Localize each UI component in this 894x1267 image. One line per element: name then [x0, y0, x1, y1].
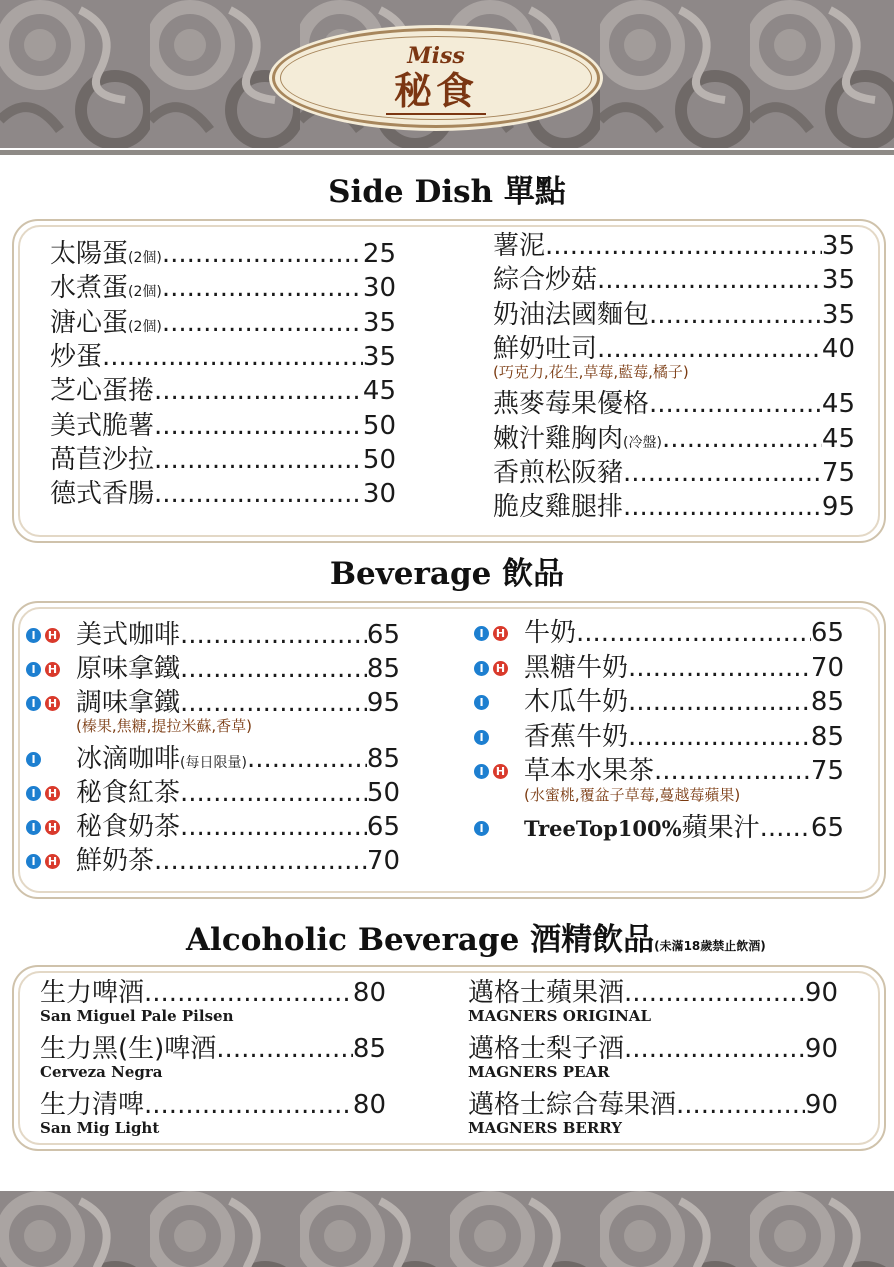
menu-item-name: 原味拿鐵 [76, 654, 181, 684]
menu-item-price: 35 [821, 299, 855, 330]
menu-item-qualifier: (冷盤) [623, 434, 662, 451]
menu-item-english-name: San Mig Light [40, 1119, 160, 1137]
menu-item-price: 35 [362, 341, 396, 372]
dot-leader [162, 272, 363, 304]
iced-indicator-icon: I [26, 696, 41, 711]
menu-item-price: 40 [821, 333, 855, 364]
menu-item-name: 燕麥莓果優格 [493, 389, 650, 420]
dot-leader [628, 686, 811, 718]
alcohol-age-note: (未滿18歲禁止飲酒) [654, 939, 766, 953]
menu-item-name: 秘食奶茶 [76, 812, 181, 842]
dot-leader [597, 333, 822, 365]
menu-item [76, 777, 400, 809]
menu-item [50, 444, 396, 476]
iced-indicator-icon: I [474, 821, 489, 836]
menu-item-price: 65 [810, 812, 844, 843]
menu-item-name-en: TreeTop100% [524, 815, 682, 841]
menu-item-english-name: MAGNERS BERRY [468, 1119, 623, 1137]
dot-leader [154, 478, 363, 510]
menu-item-name: 炒蛋 [50, 341, 103, 372]
dot-leader [654, 755, 811, 787]
menu-item-name: 水煮蛋 [50, 273, 129, 304]
menu-item [493, 388, 855, 420]
menu-item [50, 375, 396, 407]
iced-indicator-icon: I [474, 626, 489, 641]
menu-item-price: 35 [821, 231, 855, 261]
dot-leader [628, 652, 811, 684]
menu-item-english-name: MAGNERS PEAR [468, 1063, 610, 1081]
menu-item [524, 617, 844, 649]
hot-indicator-icon: H [45, 628, 60, 643]
menu-item-price: 30 [362, 273, 396, 304]
iced-indicator-icon: I [474, 695, 489, 710]
menu-item-price: 30 [362, 479, 396, 510]
iced-indicator-icon: I [474, 730, 489, 745]
menu-item-qualifier: (2個) [128, 284, 162, 301]
menu-item-name: 草本水果茶 [524, 756, 655, 786]
menu-item-price: 95 [366, 688, 400, 718]
menu-item-english-name: San Miguel Pale Pilsen [40, 1007, 234, 1025]
menu-item-price: 45 [362, 376, 396, 407]
menu-item-qualifier: (2個) [128, 318, 162, 335]
menu-item [50, 307, 396, 343]
menu-item [524, 812, 844, 845]
menu-item-price: 90 [804, 978, 838, 1008]
menu-item-name: 德式香腸 [50, 479, 155, 510]
menu-item-name: 溏心蛋 [50, 307, 129, 338]
menu-item-name: 太陽蛋 [50, 239, 129, 269]
menu-item [524, 721, 844, 753]
menu-item-price: 85 [366, 744, 400, 774]
menu-item-price: 35 [362, 307, 396, 338]
menu-item-price: 65 [366, 812, 400, 842]
iced-indicator-icon: I [26, 786, 41, 801]
menu-item [50, 478, 396, 510]
menu-item-note: (巧克力,花生,草莓,藍莓,橘子) [493, 363, 689, 382]
menu-item-name: 鮮奶吐司 [493, 333, 598, 364]
menu-item-price: 65 [810, 618, 844, 648]
menu-item [493, 333, 855, 365]
menu-item-price: 85 [366, 654, 400, 684]
menu-item-name: 邁格士梨子酒 [468, 1034, 625, 1064]
menu-item-price: 90 [804, 1034, 838, 1064]
menu-item [468, 1089, 838, 1121]
hot-indicator-icon: H [45, 662, 60, 677]
dot-leader [180, 811, 367, 843]
menu-item [40, 977, 386, 1009]
dot-leader [662, 423, 822, 455]
dot-leader [576, 617, 811, 649]
menu-item [76, 845, 400, 877]
dot-leader [102, 341, 363, 373]
menu-item [493, 423, 855, 459]
menu-item-name: 生力黑(生)啤酒 [40, 1034, 217, 1064]
menu-item-price: 70 [810, 652, 844, 683]
menu-item-price: 95 [821, 492, 855, 523]
menu-item-price: 80 [352, 1090, 386, 1120]
menu-item-name: 秘食紅茶 [76, 778, 181, 808]
dot-leader [628, 721, 811, 753]
dot-leader [162, 307, 363, 339]
menu-item-price: 50 [366, 778, 400, 808]
menu-item-price: 70 [366, 846, 400, 876]
beverage-heading: Beverage 飲品 [329, 556, 565, 592]
dot-leader [154, 410, 363, 442]
menu-item-name: 調味拿鐵 [76, 688, 181, 718]
menu-item [493, 491, 855, 523]
menu-item-name: 牛奶 [524, 618, 577, 648]
iced-indicator-icon: I [26, 752, 41, 767]
dot-leader [545, 230, 822, 262]
logo [272, 28, 600, 128]
menu-item-price: 45 [821, 423, 855, 454]
hot-indicator-icon: H [45, 854, 60, 869]
dot-leader [180, 653, 367, 685]
menu-item-name: 美式咖啡 [76, 620, 181, 650]
menu-item-english-name: MAGNERS ORIGINAL [468, 1007, 651, 1025]
menu-item-name: 萵苣沙拉 [50, 444, 155, 475]
menu-item-name: 木瓜牛奶 [524, 687, 629, 717]
menu-item-price: 35 [821, 265, 855, 296]
menu-item-name: 薯泥 [493, 231, 546, 261]
iced-indicator-icon: I [26, 854, 41, 869]
dot-leader [760, 812, 811, 844]
menu-item [468, 977, 838, 1009]
dot-leader [144, 1089, 353, 1121]
menu-item [50, 410, 396, 442]
menu-item-name: 黑糖牛奶 [524, 652, 629, 683]
menu-item-price: 50 [362, 410, 396, 441]
menu-item [493, 299, 855, 331]
menu-item-name: 冰滴咖啡 [76, 744, 181, 774]
menu-item [76, 811, 400, 843]
menu-item-name: 邁格士蘋果酒 [468, 978, 625, 1008]
menu-item-name: 蘋果汁 [681, 812, 760, 843]
dot-leader [247, 743, 367, 775]
menu-item [40, 1089, 386, 1121]
menu-item-price: 90 [804, 1090, 838, 1120]
menu-item-price: 45 [821, 389, 855, 420]
menu-item-price: 85 [352, 1034, 386, 1064]
hot-indicator-icon: H [493, 626, 508, 641]
menu-item-name: 香蕉牛奶 [524, 721, 629, 752]
menu-item-english-name: Cerveza Negra [40, 1063, 163, 1081]
menu-item-price: 75 [810, 756, 844, 786]
menu-item [524, 755, 844, 787]
menu-item-price: 65 [366, 620, 400, 650]
menu-item [50, 238, 396, 274]
logo-chinese: 秘食 [386, 69, 486, 115]
menu-item [524, 652, 844, 684]
menu-item [76, 653, 400, 685]
menu-item-name: 脆皮雞腿排 [493, 492, 624, 523]
menu-item-name: 鮮奶茶 [76, 846, 155, 876]
menu-item-price: 85 [810, 721, 844, 752]
header-rule [0, 150, 894, 155]
menu-item-name: 生力清啤 [40, 1090, 145, 1120]
side-dish-heading: Side Dish 單點 [328, 174, 566, 210]
dot-leader [180, 619, 367, 651]
dot-leader [649, 299, 822, 331]
menu-item-price: 85 [810, 687, 844, 717]
menu-item-note: (水蜜桃,覆盆子草莓,蔓越莓蘋果) [524, 785, 741, 804]
menu-item-name: 邁格士綜合莓果酒 [468, 1090, 677, 1120]
menu-item-name: 生力啤酒 [40, 978, 145, 1008]
dot-leader [154, 375, 363, 407]
alcohol-heading [186, 914, 886, 959]
hot-indicator-icon: H [45, 820, 60, 835]
dot-leader [144, 977, 353, 1009]
menu-item-qualifier: (每日限量) [180, 755, 247, 771]
dot-leader [180, 777, 367, 809]
dot-leader [597, 264, 822, 296]
menu-item-name: 綜合炒菇 [493, 265, 598, 296]
menu-item-note: (榛果,焦糖,提拉米蘇,香草) [76, 717, 253, 735]
logo-miss: Miss [407, 43, 465, 69]
menu-item-name: 奶油法國麵包 [493, 299, 650, 330]
hot-indicator-icon: H [493, 661, 508, 676]
dot-leader [649, 388, 822, 420]
menu-item-name: 嫩汁雞胸肉 [493, 423, 624, 454]
menu-item [493, 264, 855, 296]
dot-leader [162, 238, 363, 270]
menu-item [468, 1033, 838, 1065]
iced-indicator-icon: I [26, 820, 41, 835]
bottom-pattern-band [0, 1188, 894, 1267]
menu-item-price: 80 [352, 978, 386, 1008]
menu-item [50, 341, 396, 373]
menu-item-price: 75 [821, 457, 855, 488]
menu-item-qualifier: (2個) [128, 250, 162, 266]
hot-indicator-icon: H [45, 696, 60, 711]
dot-leader [154, 444, 363, 476]
dot-leader [624, 977, 805, 1009]
iced-indicator-icon: I [26, 662, 41, 677]
iced-indicator-icon: I [26, 628, 41, 643]
alcohol-title: Alcoholic Beverage 酒精飲品 [186, 922, 655, 958]
dot-leader [623, 491, 822, 523]
menu-item-name: 美式脆薯 [50, 410, 155, 441]
menu-item-name: 香煎松阪豬 [493, 457, 624, 488]
menu-item [493, 457, 855, 489]
dot-leader [154, 845, 367, 877]
dot-leader [676, 1089, 805, 1121]
hot-indicator-icon: H [45, 786, 60, 801]
dot-leader [623, 457, 822, 489]
menu-item-price: 25 [362, 239, 396, 269]
swirl-pattern-bottom [0, 1191, 894, 1267]
iced-indicator-icon: I [474, 661, 489, 676]
menu-item [76, 619, 400, 651]
menu-item [493, 230, 855, 262]
menu-item [50, 272, 396, 308]
menu-item [76, 743, 400, 779]
menu-item-price: 50 [362, 444, 396, 475]
dot-leader [624, 1033, 805, 1065]
menu-item [524, 686, 844, 718]
menu-item [40, 1033, 386, 1065]
hot-indicator-icon: H [493, 764, 508, 779]
dot-leader [216, 1033, 353, 1065]
menu-item-name: 芝心蛋捲 [50, 376, 155, 407]
iced-indicator-icon: I [474, 764, 489, 779]
